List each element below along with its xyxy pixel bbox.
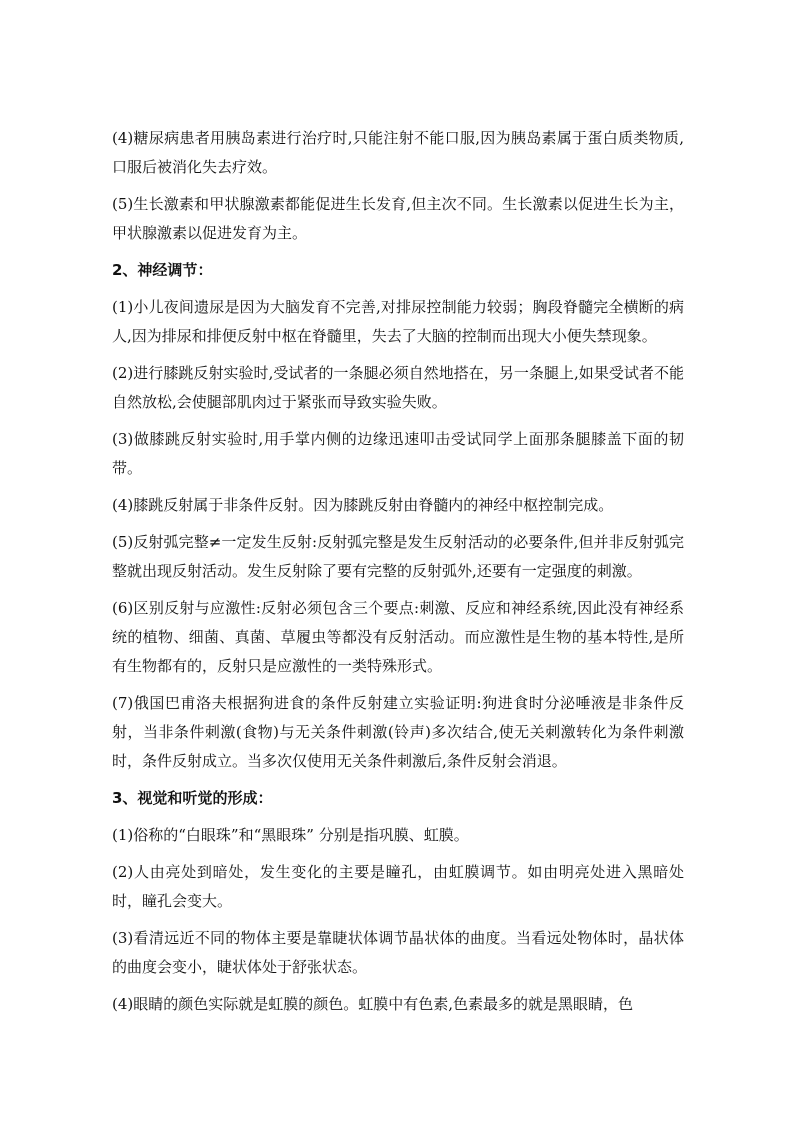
document-body (112, 124, 684, 1027)
paragraph-vision-1: (1)俗称的“白眼珠”和“黑眼珠” 分别是指巩膜、虹膜。 (112, 826, 469, 844)
paragraph-hormone-5: (5)生长激素和甲状腺激素都能促进生长发育,但主次不同。生长激素以促进生长为主，甲状腺激素以促进发育为主。 (112, 195, 684, 242)
paragraph-nerve-6: (6)区别反射与应激性:反射必须包含三个要点:刺激、反应和神经系统,因此没有神经系统的植物、细菌、真菌、草履虫等都没有反射活动。而应激性是生物的基本特性,是所有生物都有的，反射只是应激性的一类特殊形式。 (112, 599, 684, 675)
section-heading-vision: 3、视觉和听觉的形成： (112, 789, 273, 807)
paragraph-nerve-2: (2)进行膝跳反射实验时,受试者的一条腿必须自然地搭在，另一条腿上,如果受试者不能自然放松,会使腿部肌肉过于紧张而导致实验失败。 (112, 364, 684, 411)
paragraph-vision-3: (3)看清远近不同的物体主要是靠睫状体调节晶状体的曲度。当看远处物体时，晶状体的曲度会变小，睫状体处于舒张状态。 (112, 929, 684, 976)
paragraph-hormone-4: (4)糖尿病患者用胰岛素进行治疗时,只能注射不能口服,因为胰岛素属于蛋白质类物质,口服后被消化失去疗效。 (112, 129, 684, 176)
paragraph-nerve-1: (1)小儿夜间遗尿是因为大脑发育不完善,对排尿控制能力较弱；胸段脊髓完全横断的病人,因为排尿和排便反射中枢在脊髓里，失去了大脑的控制而出现大小便失禁现象。 (112, 298, 684, 345)
paragraph-vision-2: (2)人由亮处到暗处，发生变化的主要是瞳孔，由虹膜调节。如由明亮处进入黑暗处时，瞳孔会变大。 (112, 863, 684, 910)
paragraph-nerve-5: (5)反射弧完整≠一定发生反射:反射弧完整是发生反射活动的必要条件,但并非反射弧完整就出现反射活动。发生反射除了要有完整的反射弧外,还要有一定强度的刺激。 (112, 533, 684, 580)
paragraph-nerve-4: (4)膝跳反射属于非条件反射。因为膝跳反射由脊髓内的神经中枢控制完成。 (112, 496, 614, 514)
paragraph-vision-4: (4)眼睛的颜色实际就是虹膜的颜色。虹膜中有色素,色素最多的就是黑眼睛，色 (112, 995, 634, 1013)
section-heading-nerve: 2、神经调节： (112, 261, 213, 279)
paragraph-nerve-3: (3)做膝跳反射实验时,用手掌内侧的边缘迅速叩击受试同学上面那条腿膝盖下面的韧带。 (112, 430, 684, 477)
paragraph-nerve-7: (7)俄国巴甫洛夫根据狗进食的条件反射建立实验证明:狗进食时分泌唾液是非条件反射，当非条件刺激(食物)与无关条件刺激(铃声)多次结合,使无关刺激转化为条件刺激时，条件反射成立。当多次仅使用无关条件刺激后,条件反射会消退。 (112, 694, 684, 770)
